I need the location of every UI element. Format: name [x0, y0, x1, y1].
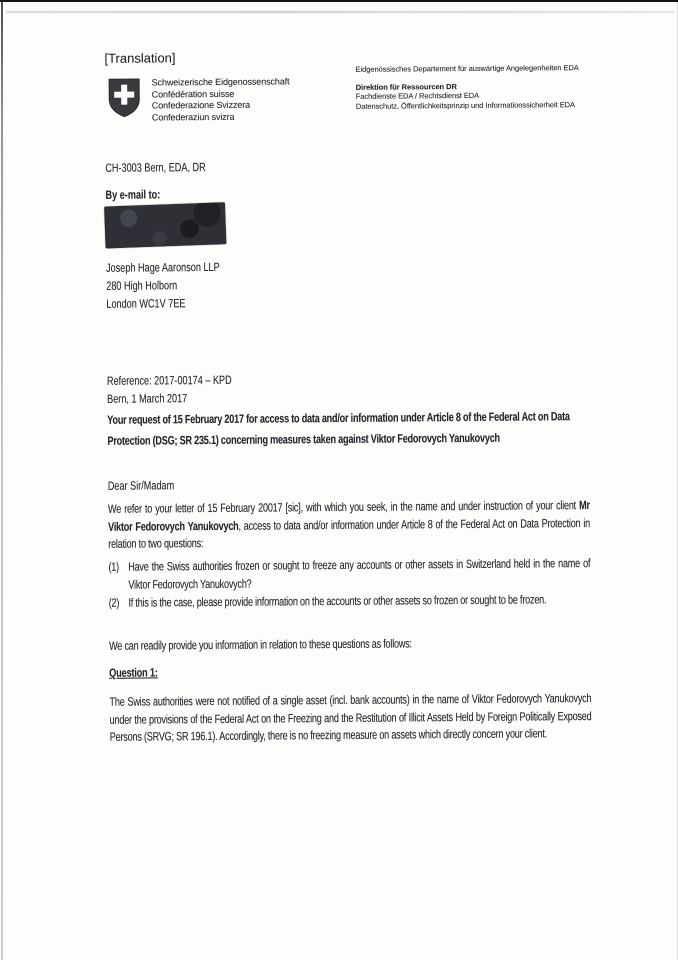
question-item-2	[109, 591, 591, 612]
confederation-name-lines	[152, 76, 290, 123]
question-1-text: Have the Swiss authorities frozen or sought to freeze any accounts or other assets in Switzerland held in the name of Viktor Fedorovych Yanukovych?	[128, 556, 591, 592]
question-1-number: (1)	[108, 559, 119, 574]
question-item-1	[108, 555, 590, 594]
directorate-name: Direktion für Ressourcen DR	[355, 81, 457, 92]
unit-line: Datenschutz, Öffentlichkeitsprinzip und Informationssicherheit EDA	[355, 99, 576, 111]
recipient-street: 280 High Holborn	[106, 278, 178, 293]
reference-block	[107, 368, 589, 408]
question1-answer-paragraph: The Swiss authorities were not notified of a single asset (incl. bank accounts) in the name of Viktor Fedorovych Yanukovych under the provisions of the Federal Act on the Freezing and the Restitution of Illicit Assets Held by Foreign Politically Exposed Persons (SRVG; SR 196.1). Accordingly, there is no freezing measure on assets which directly concern your client.	[109, 691, 592, 744]
intro-paragraph	[108, 497, 590, 553]
department-name: Eidgenössisches Departement für auswärtige Angelegenheiten EDA	[355, 63, 579, 74]
services-line: Fachdienste EDA / Rechtsdienst EDA	[355, 90, 480, 101]
client-name-bold: Mr Viktor Fedorovych Yanukovych	[108, 498, 590, 534]
swiss-coat-of-arms-icon	[108, 78, 141, 118]
recipient-name: Joseph Hage Aaronson LLP	[106, 259, 220, 275]
intro-text-before: We refer to your letter of 15 February 20017 [sic], with which you seek, in the name and under instruction of your client	[107, 498, 580, 516]
logo-line-de: Schweizerische Eidgenossenschaft	[151, 76, 290, 88]
questions-list	[108, 555, 590, 612]
sender-line: CH-3003 Bern, EDA, DR	[105, 160, 206, 175]
place-date-line: Bern, 1 March 2017	[107, 391, 188, 406]
department-header	[355, 63, 655, 111]
question1-heading: Question 1:	[109, 665, 158, 680]
subject-line: Your request of 15 February 2017 for access to data and/or information under Article 8 of the Federal Act on Data Protection (DSG; SR 235.1) concerning measures taken against Viktor Fedorovych Yanukovych	[107, 409, 570, 448]
question-2-number: (2)	[108, 595, 120, 610]
swiss-confederation-logo	[108, 76, 290, 123]
translation-note: [Translation]	[104, 50, 176, 66]
logo-line-it: Confederazione Svizzera	[151, 99, 251, 111]
recipient-address-block	[106, 255, 588, 313]
redacted-email-block	[104, 202, 226, 248]
lead-out-sentence: We can readily provide you information in relation to these questions as follows:	[108, 636, 412, 653]
delivery-method-label: By e-mail to:	[105, 187, 161, 202]
question-2-text: If this is the case, please provide information on the accounts or other assets so frozen or sought to be frozen.	[128, 592, 547, 610]
logo-line-fr: Confédération suisse	[151, 88, 235, 99]
recipient-city: London WC1V 7EE	[106, 296, 186, 311]
salutation: Dear Sir/Madam	[107, 478, 175, 493]
intro-text-after: , access to data and/or information under Article 8 of the Federal Act on Data Protection in relation to two questions:	[108, 515, 590, 551]
logo-line-rm: Confederaziun svizra	[151, 111, 235, 122]
reference-line: Reference: 2017-00174 – KPD	[106, 372, 232, 388]
